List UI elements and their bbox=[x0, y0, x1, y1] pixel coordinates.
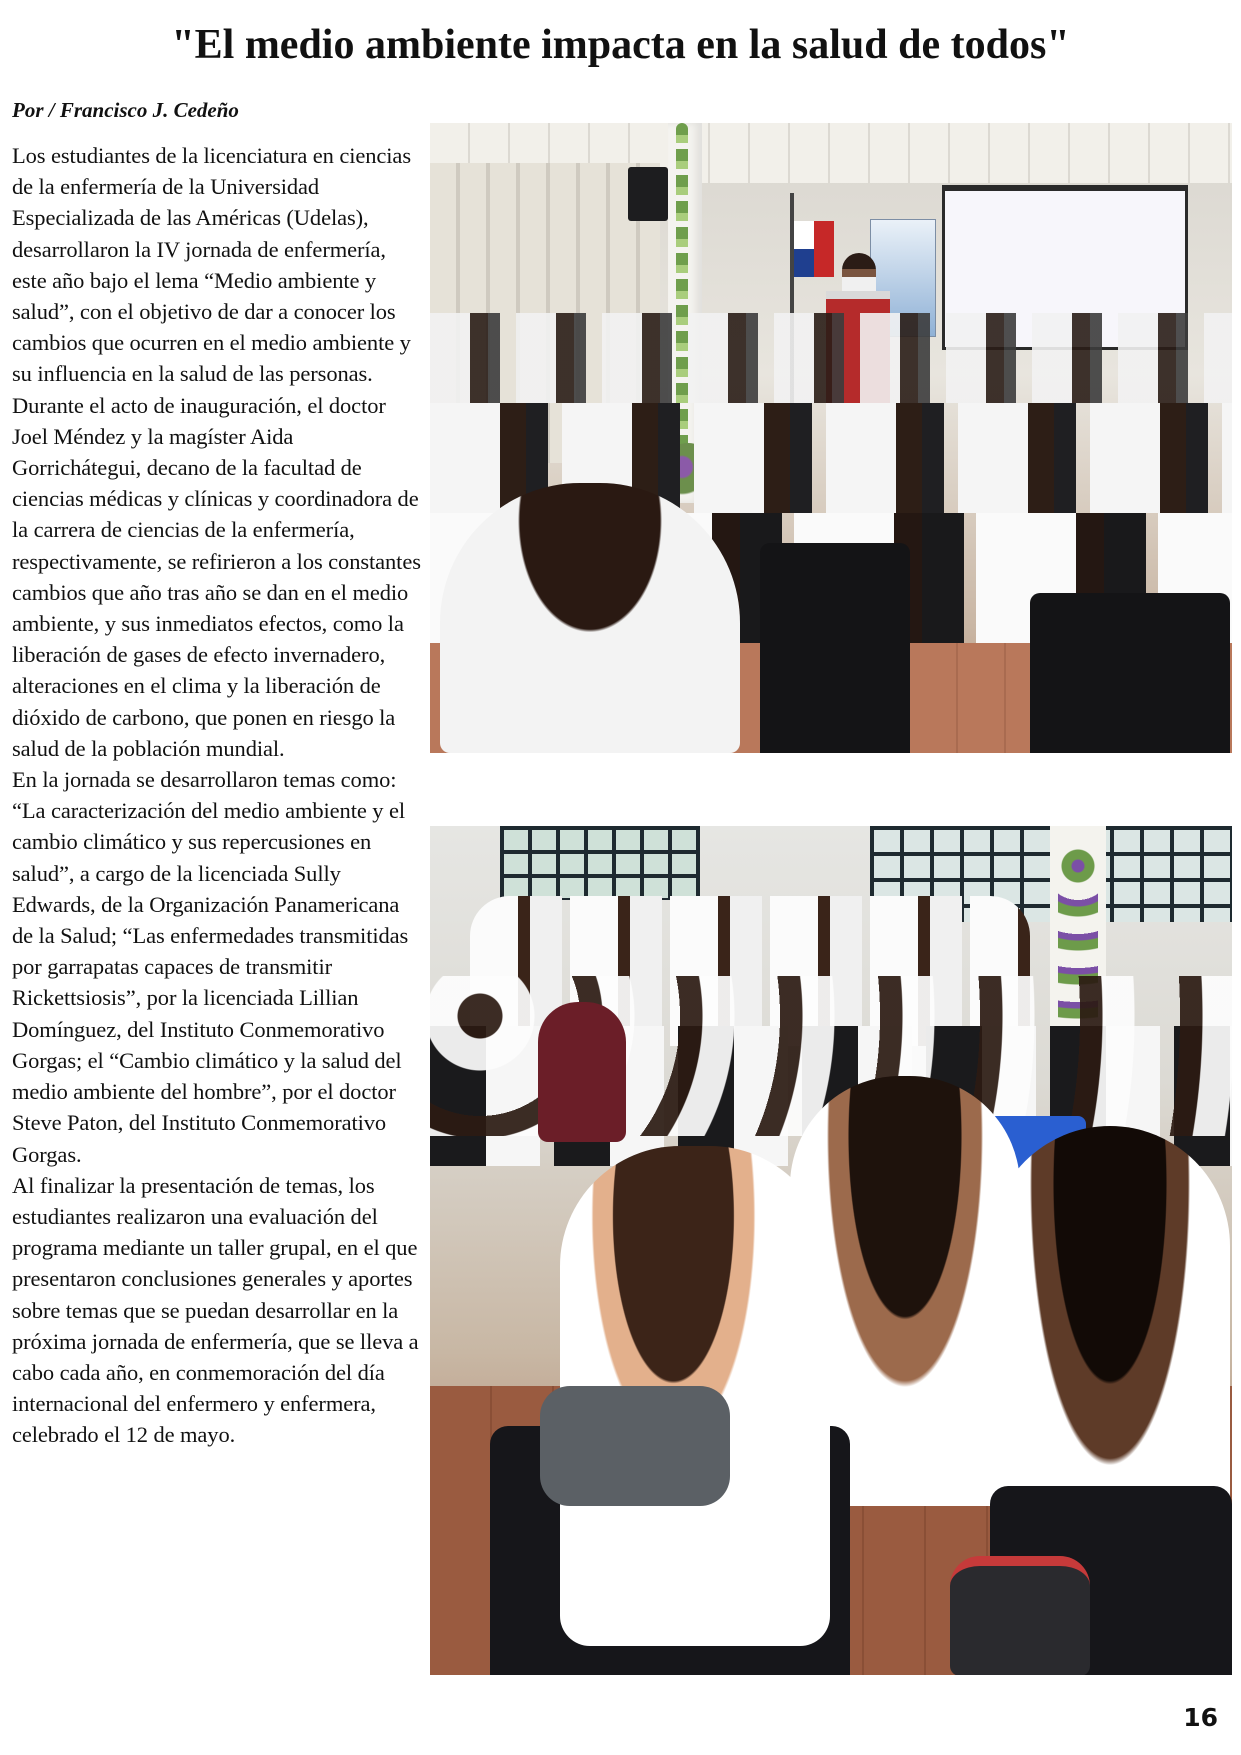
black-chair bbox=[1030, 593, 1230, 753]
students-photo bbox=[430, 826, 1232, 1675]
barred-window bbox=[500, 826, 700, 900]
audience-row bbox=[430, 313, 1232, 403]
grey-sweater bbox=[540, 1386, 730, 1506]
article-paragraph-2: Durante el acto de inauguración, el doctor Joel Méndez y la magíster Aida Gorrichátegui, decano de la facultad de ciencias médicas y clínicas y coordinadora de la carrera de ciencias de la enfermería, respectivamente, se refirieron a los constantes cambios que año tras año se dan en el medio ambiente, y sus inmediatos efectos, como la liberación de gases de efecto invernadero, alteraciones en el clima y la liberación de dióxido de carbono, que ponen en riesgo la salud de la población mundial. bbox=[12, 392, 421, 761]
page-number: 16 bbox=[1183, 1703, 1218, 1732]
seated-student bbox=[440, 483, 740, 753]
black-chair bbox=[760, 543, 910, 753]
article-body bbox=[12, 140, 422, 1451]
article-byline: Por / Francisco J. Cedeño bbox=[12, 98, 239, 122]
auditorium-photo bbox=[430, 123, 1232, 753]
article-paragraph-1: Los estudiantes de la licenciatura en ciencias de la enfermería de la Universidad Especializada de las Américas (Udelas), desarrollaron la IV jornada de enfermería, este año bajo el lema “Medio ambiente y salud”, con el objetivo de dar a conocer los cambios que ocurren en el medio ambiente y su influencia en la salud de las personas. bbox=[12, 143, 411, 387]
article-paragraph-3: En la jornada se desarrollaron temas como: “La caracterización del medio ambiente y el cambio climático y sus repercusiones en salud”, a cargo de la licenciada Sully Edwards, de la Organización Panamericana de la Salud; “Las enfermedades transmitidas por garrapatas capaces de transmitir Rickettsiosis”, por la licenciada Lillian Domínguez, del Instituto Conmemorativo Gorgas; el “Cambio climático y la salud del medio ambiente del hombre”, por el doctor Steve Paton, del Instituto Conmemorativo Gorgas. bbox=[12, 767, 409, 1167]
backpack bbox=[950, 1556, 1090, 1675]
article-headline: "El medio ambiente impacta en la salud de todos" bbox=[171, 22, 1070, 68]
article-paragraph-4: Al finalizar la presentación de temas, los estudiantes realizaron una evaluación del programa mediante un taller grupal, en el que presentaron conclusiones generales y aportes sobre temas que se puedan desarrollar en la próxima jornada de enfermería, que se lleva a cabo cada año, en conmemoración del día internacional del enfermero y enfermera, celebrado el 12 de mayo. bbox=[12, 1172, 419, 1448]
student-maroon-hoodie bbox=[538, 1002, 626, 1142]
wall-speaker bbox=[628, 167, 668, 221]
flag-canton bbox=[794, 249, 814, 277]
